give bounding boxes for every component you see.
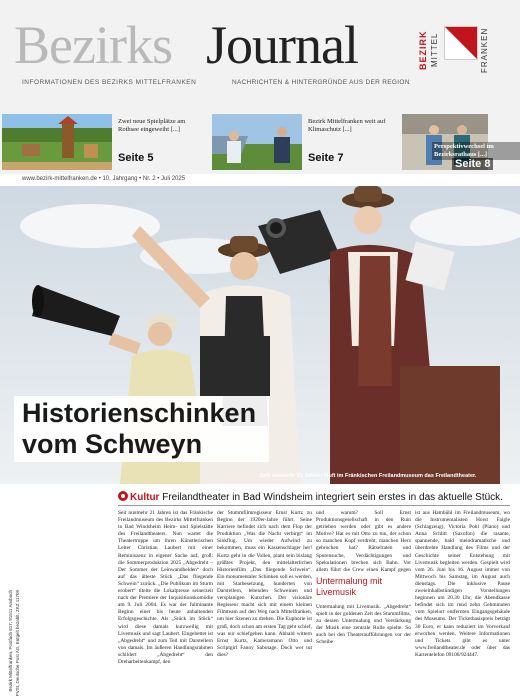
headline-line-2: vom Schweyn — [22, 429, 203, 459]
teaser-image-climate[interactable] — [212, 114, 302, 170]
masthead — [0, 0, 520, 112]
main-headline[interactable] — [22, 398, 256, 460]
tagline-right: NACHRICHTEN & HINTERGRÜNDE AUS DER REGION — [232, 79, 410, 86]
tagline-left: INFORMATIONEN DES BEZIRKS MITTELFRANKEN — [22, 79, 197, 86]
teaser-page-3[interactable]: Seite 8 — [452, 158, 493, 170]
postal-line-1: Bezirk Mittelfranken, Postfach 617, 91511 Ansbach — [8, 590, 13, 692]
teaser-bar — [0, 112, 520, 174]
headline-line-1: Historienschinken — [22, 398, 257, 428]
article-column-1: Seit nunmehr 21 Jahren ist das Fränkische Freilandmuseum des Bezirks Mittelfranken in Bad Windsheim Heim- und Spielstätte des Freilandtheaters. Nun wartet die Theatertruppe um ihren Künstlerischen Leiter Christian Laubert mit einer Reminiszenz in eigener Sache auf, groß: die Sommerproduktion 2025 „Abgedreht – Der Sommer der Leinwandhelden“ doch auf das älteste Stück „Das fliegende Schwein“ zurück. „Die Publikum im Sturm erobert“ titelte die Lokalpresse seinerzeit nach der Premiere der Inquisitionskomödie am 9. Juli 2004. Es war der fulminante Beginn einer bis heute anhaltenden Erfolgsgeschichte. Als „Stück im Stück“ wird diese damals kurzweilig mit Livemusik und sagt Laubert. Eingebettet ist „Abgedreht“ und zum Teil mit Darstellern von damals. Im äußeren Handlungsrahmen schildert „Abgedreht“ den Dreharbeitenkampf, den — [118, 510, 213, 665]
photo-caption: Seit nunmehr 21 Jahren läuft im Fränkischen Freilandmuseum das Freilandtheater. — [260, 473, 477, 479]
article-subhead: Untermalung mit Livemusik — [316, 576, 383, 597]
logo-emblem-icon — [444, 26, 478, 60]
teaser-page-2[interactable]: Seite 7 — [308, 152, 344, 164]
teaser-text-2: Bezirk Mittelfranken weit auf Klimaschutz [...] — [308, 118, 386, 133]
article-column-2: der Stummfilmregisseur Ernst Kurtz zu Beginn der 1920er-Jahre führt. Seine Karriere befindet sich nach dem Flop der Produktion „Was die Nacht verbirgt“ im Sinkflug. Um wieder Aufwind zu bekommen, muss ein Kassenschlager her! Kurtz geht in die Vollen, plant sein bislang größtes Projekt, den mittelalterlichen Historienfilm „Das fliegende Schwein“. Ein monumentaler Schinken soll es werden, mit Starbesetzung, hunderten von Darstellern, lebenden Schweinen und versplanigen Kutschen. Der visionäre Regisseur macht sich mit einem kleinen Filmteam auf den Weg nach Mittelfranken, um hier Szenen zu drehen. Die Euphorie ist groß, doch schon am ersten Tag geht schief, was nur schiefgehen kann. Abbald wittern Ernst Kurtz, Kameramann Otto und Scriptgirl Fanny Sabotage. Doch wer tut dies? — [217, 510, 312, 658]
issue-info-line: www.bezirk-mittelfranken.de • 10. Jahrgang • Nr. 2 • Juli 2025 — [22, 176, 186, 182]
article-kicker-row — [118, 491, 503, 503]
bezirk-logo — [418, 22, 504, 78]
teaser-image-playground[interactable] — [2, 114, 112, 170]
teaser-text-3: Perspektivwechsel im Bezirksrathaus [...] — [432, 142, 520, 160]
article-column-3b: Untermalung mit Livemusik. „Abgedreht“ spielt in der goldenen Zeit des Stummfilms, zu dessen Untermalung und Verstärkung der Musik eine zentrale Rolle spielte. So auch bei den Theateraufführungen vor der Scheibe — [316, 604, 411, 646]
kultur-icon — [118, 491, 128, 501]
postal-line-2: PVSt, Deutsche Post AG, Entgelt bezahlt, ZKZ 11709 — [15, 590, 20, 697]
teaser-page-1[interactable]: Seite 5 — [118, 152, 154, 164]
article-column-4: ist aus Hambühl im Freilandmuseum, wo die Instrumentalisten Horst Faigle (Schlagzeug), Victoria Pohl (Piano) und Anna Schlitt (Saxofon) die rasante, spannende, bald melodramatische und überdrehte Handlung des Films und der Geschichte seiner Entstehung mit Livemusik begleiten werden. Gespielt wird vom 26. Juni bis 16. August immer von Mittwoch bis Samstag, im August auch dienstags. Die inklusive Pause zweieinhalbstündigen Vorstellungen beginnen um 20.30 Uhr, die Abendkasse befindet sich im rund zehn Gehminuten vom Spielort entfernten Eingangsgebäude des Museums. Der Ticketbasispreis beträgt 30 Euro, er kann reduziert im Vorverkauf erworben werden. Weitere Informationen und Tickets gibt es unter www.freilandtheater.de oder über das Kartentelefon 09106/924447. — [415, 510, 510, 658]
postal-sidebar — [4, 590, 34, 697]
brand-title-part2: Journal — [206, 15, 358, 75]
article-column-3: und warum? Soll Ernst Produktionsgesellschaft in den Ruin getrieben werden oder gibt es andere Motive? Hat es mit Otto zu tun, der schon so manchen Kopf verdreht, manchen Herz gebrochen hat? Rätselraten und Spurensuche, Verdächtigungen und Spekulationen brechen sich Bahn. Vor allem führt die Crew einen Kampf gegen — [316, 510, 411, 572]
divider — [118, 505, 510, 506]
brand-title-part1: Bezirks — [14, 15, 172, 75]
logo-text-bezirk: BEZIRK — [418, 30, 428, 70]
teaser-text-1: Zwei neue Spielplätze am Rothsee eingeweiht [...] — [118, 118, 186, 133]
article-deck: Freilandtheater in Bad Windsheim integriert sein erstes in das aktuelle Stück. — [162, 492, 503, 503]
logo-text-mittel: MITTEL — [430, 32, 439, 68]
article-kicker: Kultur — [130, 492, 160, 503]
logo-text-franken: FRANKEN — [480, 27, 489, 73]
